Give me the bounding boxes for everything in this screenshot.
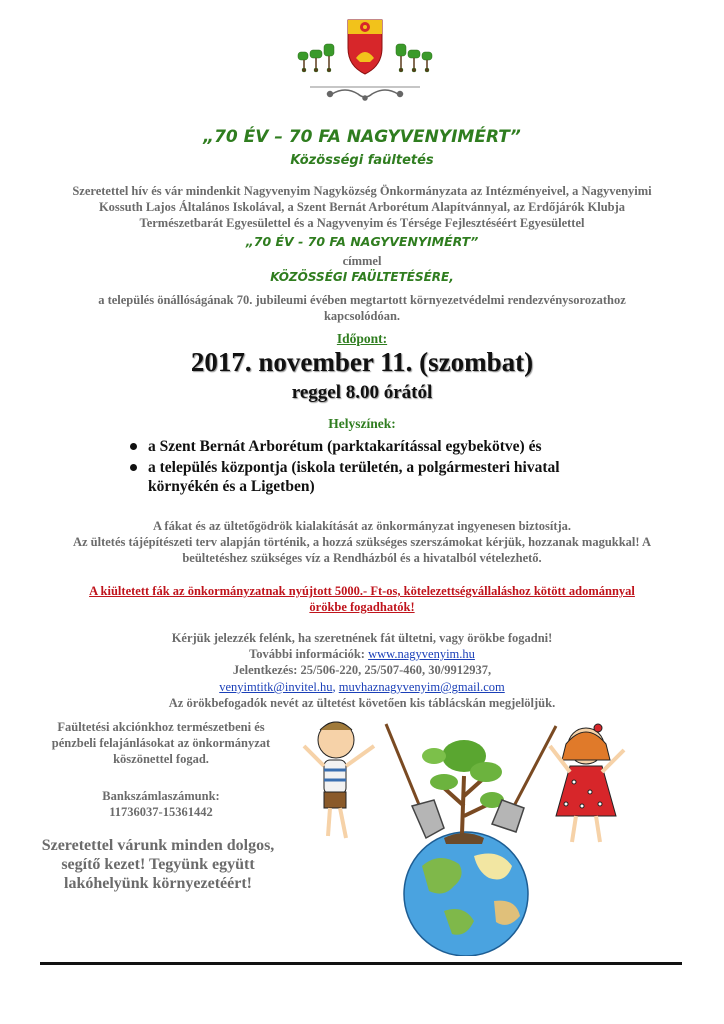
girl-character-icon	[550, 724, 624, 842]
coat-of-arms-icon	[348, 20, 382, 74]
info-paragraph-2: Az ültetés tájépítészeti terv alapján történik, a hozzá szükséges szerszámokat kérjük, hozzanak magukkal! A beültetéshez szükséges víz a Rendházból és a hivatalból vételezhető.	[72, 535, 652, 565]
footer-divider	[40, 962, 682, 965]
list-item	[128, 458, 588, 496]
event-type: KÖZÖSSÉGI FAÜLTETÉSÉRE,	[270, 270, 454, 284]
cimmel-text: címmel	[342, 254, 382, 268]
event-hour: reggel 8.00 órától	[291, 382, 433, 403]
location-item-text: a település központja (iskola területén, a polgármesteri hivatal környékén és a Ligetben)	[148, 459, 560, 495]
bank-label: Bankszámlaszámunk:	[102, 789, 220, 803]
location-list	[128, 437, 588, 498]
context-paragraph: a település önállóságának 70. jubileumi évében megtartott környezetvédelmi rendezvénysorozathoz kapcsolódóan.	[98, 293, 626, 323]
sign-note: Az örökbefogadók nevét az ültetést követően kis táblácskán megjelöljük.	[168, 696, 556, 710]
email-separator: ,	[332, 680, 336, 694]
donations-text: Faültetési akciónkhoz természetbeni és pénzbeli felajánlásokat az önkormányzat köszönettel fogad.	[51, 720, 271, 766]
bullet-icon	[130, 443, 137, 450]
contact-phones: Jelentkezés: 25/506-220, 25/507-460, 30/9912937,	[232, 663, 492, 677]
info-paragraph-1: A fákat és az ültetőgödrök kialakítását az önkormányzat ingyenesen biztosítja.	[152, 519, 572, 533]
globe-icon	[404, 832, 528, 956]
bank-number: 11736037-15361442	[109, 805, 213, 819]
contact-emails	[0, 679, 724, 695]
contact-more-info	[0, 646, 724, 662]
subtitle: Közösségi faültetés	[290, 153, 434, 168]
intro-paragraph: Szeretettel hív és vár mindenkit Nagyvenyim Nagyközség Önkormányzata az Intézményeivel, a Nagyvenyimi Kossuth Lajos Általános Iskolával, a Szent Bernát Arborétum Alapítvánnyal, az Erdőjárók Klubja Természetbarát Egyesülettel és a Nagyvenyim és Térsége Fejlesztéséért Egyesülettel	[72, 184, 652, 230]
left-trees-icon	[298, 44, 334, 72]
header-decoration	[290, 14, 440, 109]
adoption-notice	[80, 583, 644, 615]
list-item	[128, 437, 588, 456]
email-link-1[interactable]: venyimtitk@invitel.hu	[219, 680, 333, 694]
ornament-divider-icon	[310, 87, 420, 100]
website-link[interactable]: www.nagyvenyim.hu	[368, 647, 475, 661]
more-info-label: További információk:	[249, 647, 365, 661]
time-label	[0, 331, 724, 347]
main-title: „70 ÉV – 70 FA NAGYVENYIMÉRT”	[203, 127, 521, 147]
location-label: Helyszínek:	[328, 416, 396, 431]
bullet-icon	[130, 464, 137, 471]
closing-text: Szeretettel várunk minden dolgos, segítő kezet! Tegyünk együtt lakóhelyünk környezetéért!	[41, 837, 275, 892]
boy-character-icon	[304, 722, 374, 838]
adoption-text: A kiültetett fák az önkormányzatnak nyújtott 5000.- Ft-os, kötelezettségvállaláshoz kötött adománnyal örökbe fogadhatók!	[89, 584, 635, 614]
kids-planting-tree-illustration	[294, 716, 634, 956]
right-trees-icon	[396, 44, 432, 72]
contact-line-1: Kérjük jelezzék felénk, ha szeretnének fát ültetni, vagy örökbe fogadni!	[171, 631, 553, 645]
email-link-2[interactable]: muvhaznagyvenyim@gmail.com	[338, 680, 505, 694]
time-label-text: Időpont:	[336, 331, 388, 346]
event-date: 2017. november 11. (szombat)	[190, 347, 534, 377]
location-item-text: a Szent Bernát Arborétum (parktakarítással egybekötve) és	[148, 438, 542, 455]
event-name: „70 ÉV - 70 FA NAGYVENYIMÉRT”	[245, 234, 479, 249]
